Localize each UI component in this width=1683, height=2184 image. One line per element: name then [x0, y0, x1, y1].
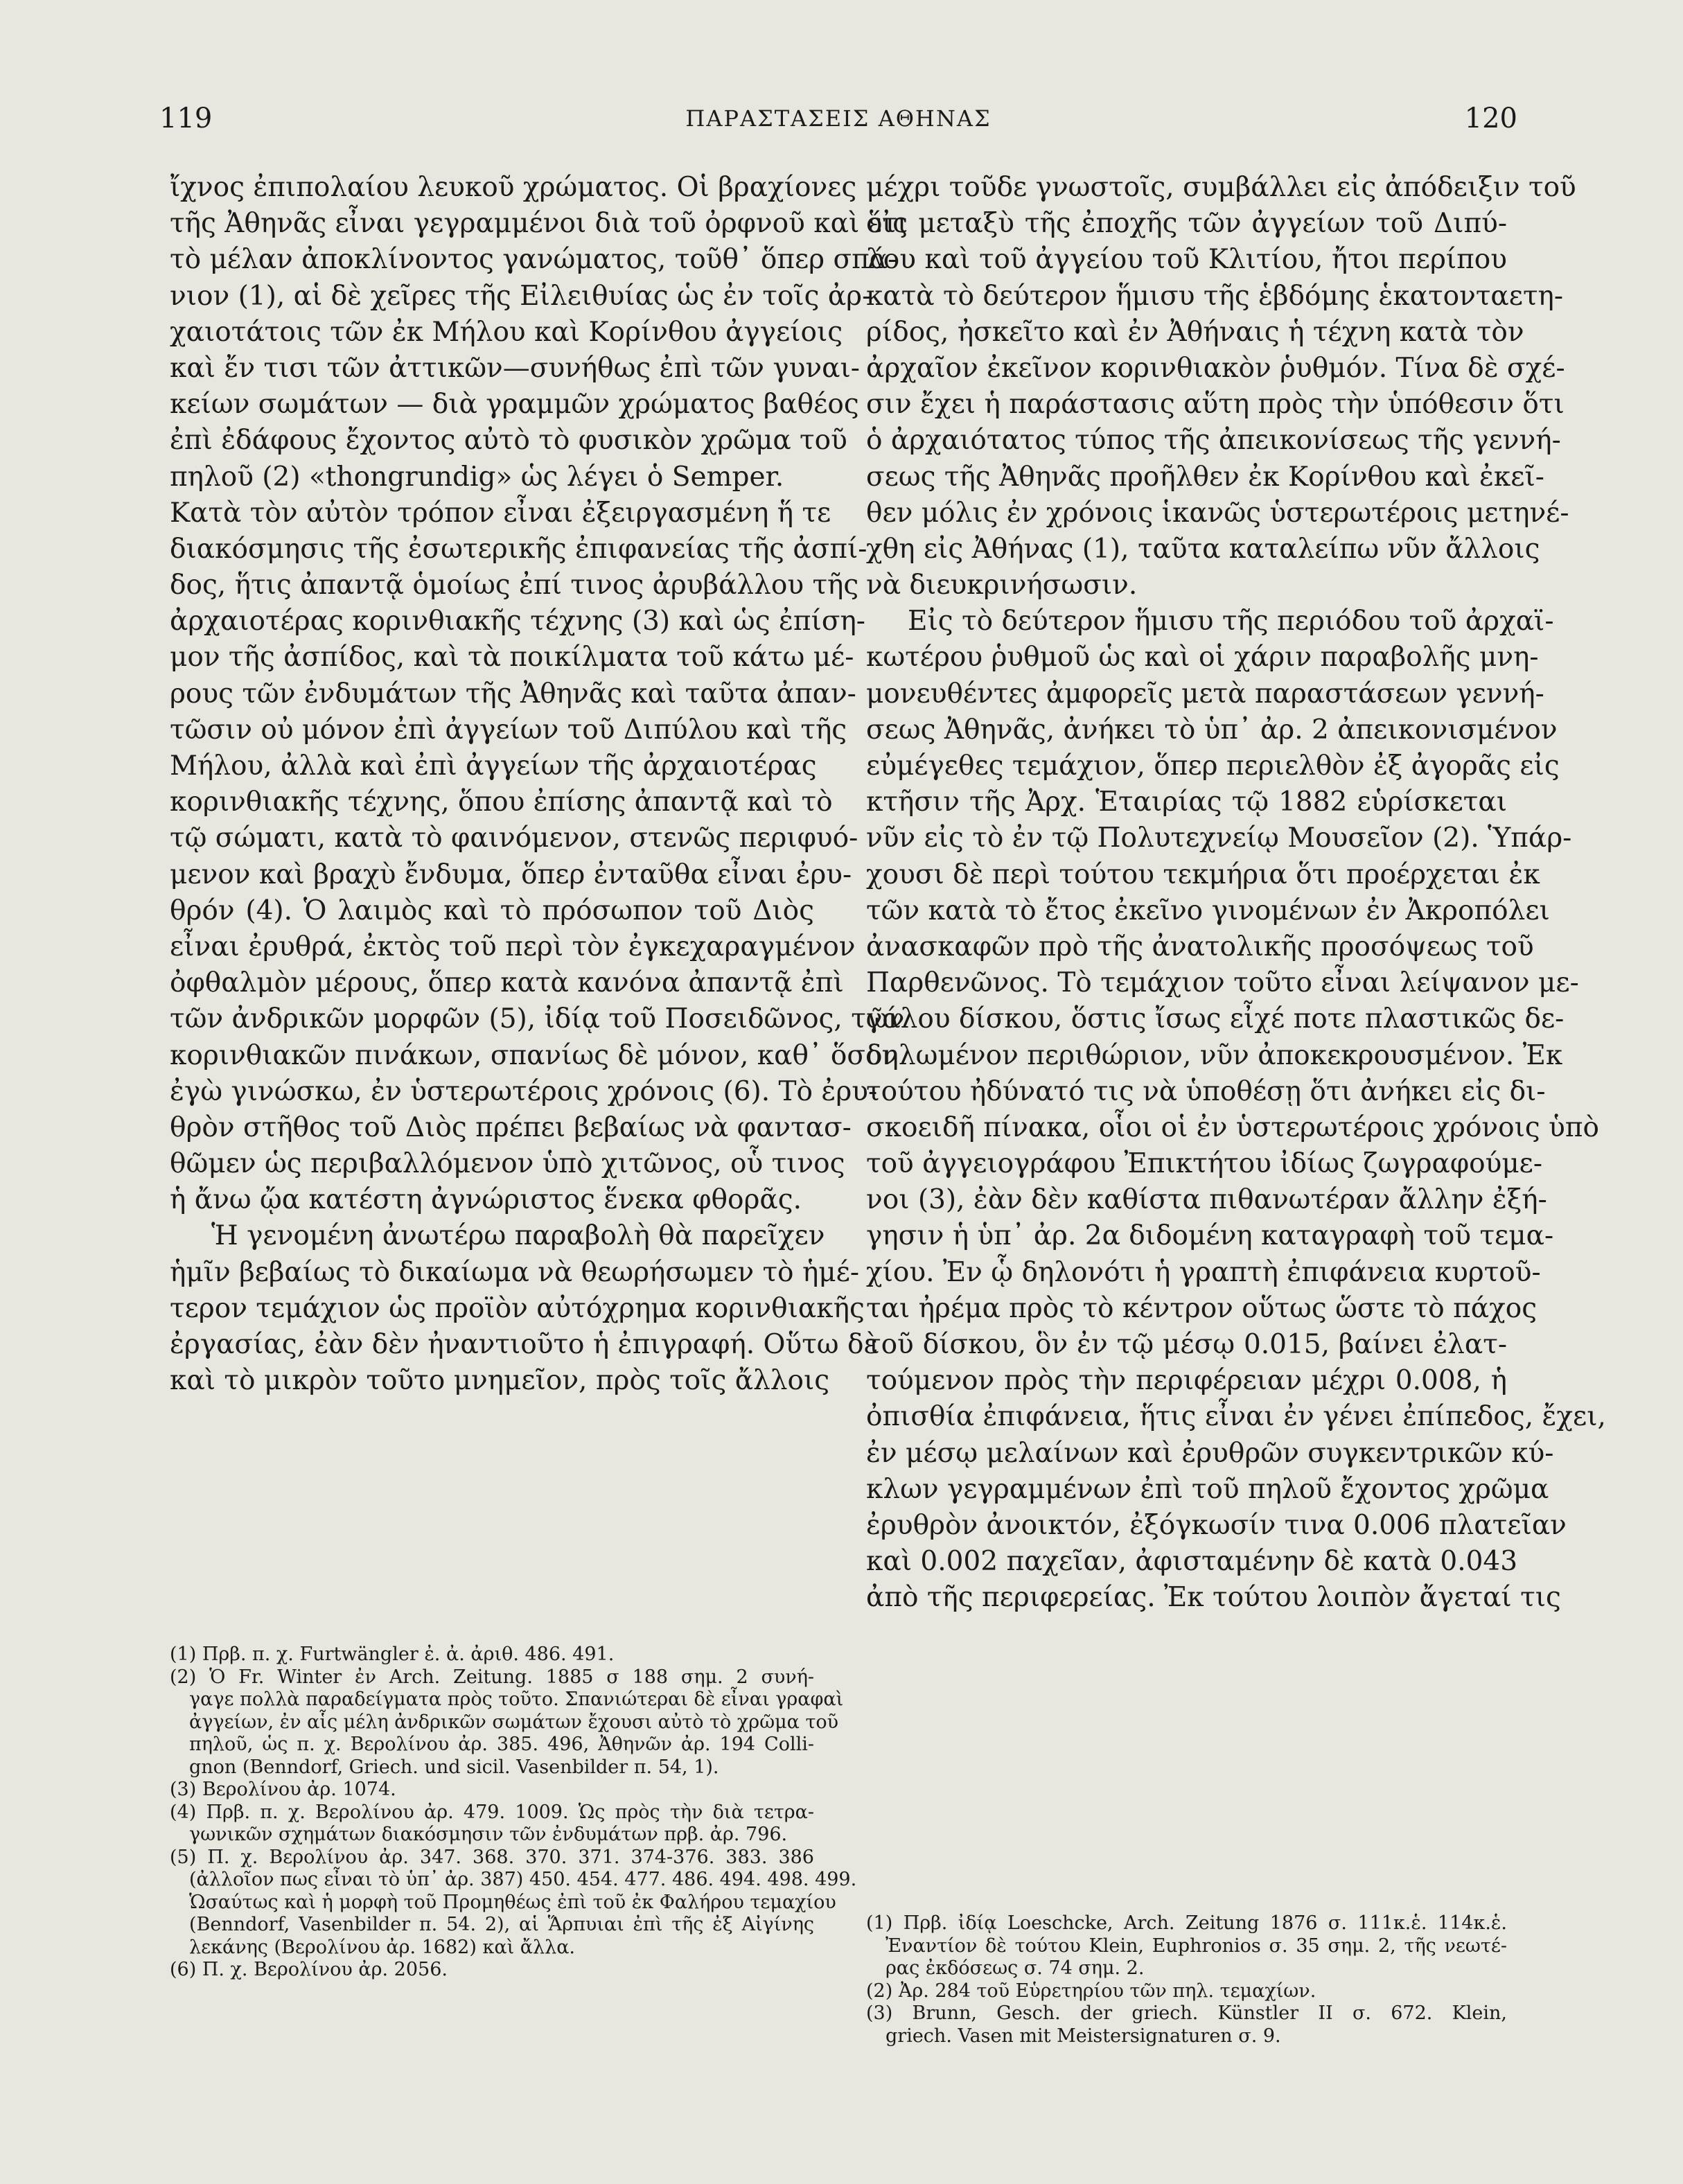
left-column-text — [170, 170, 908, 1399]
text-line: ὁ ἀρχαιότατος τύπος τῆς ἀπεικονίσεως τῆς γεννή- — [866, 425, 1561, 457]
text-line: Μήλου, ἀλλὰ καὶ ἐπὶ ἀγγείων τῆς ἀρχαιοτέρας — [170, 750, 817, 782]
text-line: τούμενον πρὸς τὴν περιφέρειαν μέχρι 0.008, ἡ — [866, 1365, 1507, 1397]
text-line: νὰ διευκρινήσωσιν. — [866, 570, 1138, 601]
text-line: ται ἠρέμα πρὸς τὸ κέντρον οὕτως ὥστε τὸ πάχος — [866, 1292, 1537, 1324]
text-line: τῷ σώματι, κατὰ τὸ φαινόμενον, στενῶς περιφυό- — [170, 822, 858, 854]
text-line: ἐρυθρὸν ἀνοικτόν, ἐξόγκωσίν τινα 0.006 πλατεῖαν — [866, 1509, 1567, 1541]
text-line: θεν μόλις ἐν χρόνοις ἱκανῶς ὑστερωτέροις μετηνέ- — [866, 497, 1569, 529]
text-line: μον τῆς ἀσπίδος, καὶ τὰ ποικίλματα τοῦ κάτω μέ- — [170, 642, 854, 673]
footnote-line: (2) Ἀρ. 284 τοῦ Εὑρετηρίου τῶν πηλ. τεμαχίων. — [866, 1980, 1316, 2002]
right-column-text — [866, 170, 1606, 1617]
text-line: λου καὶ τοῦ ἀγγείου τοῦ Κλιτίου, ἤτοι περίπου — [866, 244, 1507, 276]
text-line: κείων σωμάτων — διὰ γραμμῶν χρώματος βαθέος — [170, 389, 859, 421]
text-line: τῶν ἀνδρικῶν μορφῶν (5), ἰδίᾳ τοῦ Ποσειδῶνος, τῶν — [170, 1003, 905, 1035]
text-line: κορινθιακῆς τέχνης, ὅπου ἐπίσης ἀπαντᾷ καὶ τὸ — [170, 786, 833, 818]
text-line: ἐπὶ ἐδάφους ἔχοντος αὐτὸ τὸ φυσικὸν χρῶμα τοῦ — [170, 425, 847, 457]
text-line: διακόσμησις τῆς ἐσωτερικῆς ἐπιφανείας τῆς ἀσπί- — [170, 533, 867, 565]
text-line: σεως Ἀθηνᾶς, ἀνήκει τὸ ὑπ᾽ ἀρ. 2 ἀπεικονισμένον — [866, 714, 1558, 746]
text-line: κορινθιακῶν πινάκων, σπανίως δὲ μόνον, καθ᾽ ὅσον — [170, 1039, 899, 1071]
text-line: ἀπὸ τῆς περιφερείας. Ἐκ τούτου λοιπὸν ἄγεταί τις — [866, 1582, 1561, 1614]
text-line: τούτου ἠδύνατό τις νὰ ὑποθέσῃ ὅτι ἀνήκει εἰς δι- — [866, 1075, 1546, 1107]
text-line: ἀνασκαφῶν πρὸ τῆς ἀνατολικῆς προσόψεως τοῦ — [866, 931, 1534, 962]
text-line: ρους τῶν ἐνδυμάτων τῆς Ἀθηνᾶς καὶ ταῦτα ἀπαν- — [170, 678, 856, 710]
text-line: τοῦ δίσκου, ὃν ἐν τῷ μέσῳ 0.015, βαίνει ἐλατ- — [866, 1329, 1507, 1360]
footnote-line: (2) Ὁ Fr. Winter ἐν Arch. Zeitung. 1885 σ 188 σημ. 2 συνή- — [170, 1666, 814, 1688]
text-line: ἴχνος ἐπιπολαίου λευκοῦ χρώματος. Οἱ βραχίονες — [170, 172, 857, 203]
text-line: καὶ ἔν τισι τῶν ἀττικῶν—συνήθως ἐπὶ τῶν γυναι- — [170, 352, 860, 384]
text-line: τῶν κατὰ τὸ ἔτος ἐκεῖνο γινομένων ἐν Ἀκροπόλει — [866, 895, 1550, 926]
text-line: ἐν μέσῳ μελαίνων καὶ ἐρυθρῶν συγκεντρικῶν κύ- — [866, 1437, 1554, 1469]
text-line: ἀρχαῖον ἐκεῖνον κορινθιακὸν ῥυθμόν. Τίνα δὲ σχέ- — [866, 352, 1565, 384]
footnote-line: (1) Πρβ. π. χ. Furtwängler ἐ. ἀ. ἀριθ. 486. 491. — [170, 1644, 615, 1665]
text-line: τῆς Ἀθηνᾶς εἶναι γεγραμμένοι διὰ τοῦ ὀρφνοῦ καὶ εἰς — [170, 208, 908, 240]
text-line: τερον τεμάχιον ὡς προϊὸν αὐτόχρημα κορινθιακῆς — [170, 1292, 865, 1324]
text-line: καὶ 0.002 παχεῖαν, ἀφισταμένην δὲ κατὰ 0.043 — [866, 1546, 1518, 1578]
text-line: νοι (3), ἐὰν δὲν καθίστα πιθανωτέραν ἄλλην ἐξή- — [866, 1184, 1547, 1216]
footnote-line: πηλοῦ, ὡς π. χ. Βερολίνου ἀρ. 385. 496, Ἀθηνῶν ἀρ. 194 Colli- — [189, 1734, 814, 1755]
text-line: γησιν ἡ ὑπ᾽ ἀρ. 2α διδομένη καταγραφὴ τοῦ τεμα- — [866, 1220, 1554, 1252]
text-line: Ἡ γενομένη ἀνωτέρω παραβολὴ θὰ παρεῖχεν — [211, 1220, 825, 1252]
text-line: κατὰ τὸ δεύτερον ἥμισυ τῆς ἑβδόμης ἑκατονταετη- — [866, 280, 1564, 312]
footnote-line: griech. Vasen mit Meistersignaturen σ. 9. — [885, 2025, 1281, 2047]
text-line: ἡμῖν βεβαίως τὸ δικαίωμα νὰ θεωρήσωμεν τὸ ἡμέ- — [170, 1256, 860, 1288]
footnote-line: ρας ἐκδόσεως σ. 74 σημ. 2. — [885, 1957, 1145, 1979]
text-line: εὐμέγεθες τεμάχιον, ὅπερ περιελθὸν ἐξ ἀγορᾶς εἰς — [866, 750, 1560, 782]
footnote-line: (Benndorf, Vasenbilder π. 54. 2), αἱ Ἅρπυιαι ἐπὶ τῆς ἐξ Αἰγίνης — [189, 1914, 814, 1935]
footnote-line: (4) Πρβ. π. χ. Βερολίνου ἀρ. 479. 1009. Ὡς πρὸς τὴν διὰ τετρα- — [170, 1801, 814, 1823]
footnote-line: gnon (Benndorf, Griech. und sicil. Vasenbilder π. 54, 1). — [189, 1756, 719, 1778]
text-line: ὀπισθία ἐπιφάνεια, ἥτις εἶναι ἐν γένει ἐπίπεδος, ἔχει, — [866, 1401, 1606, 1433]
text-line: τοῦ ἀγγειογράφου Ἐπικτήτου ἰδίως ζωγραφούμε- — [866, 1148, 1543, 1180]
text-line: μενον καὶ βραχὺ ἔνδυμα, ὅπερ ἐνταῦθα εἶναι ἐρυ- — [170, 858, 852, 890]
text-line: θῶμεν ὡς περιβαλλόμενον ὑπὸ χιτῶνος, οὗ τινος — [170, 1148, 845, 1180]
text-line: ὀφθαλμὸν μέρους, ὅπερ κατὰ κανόνα ἀπαντᾷ ἐπὶ — [170, 967, 844, 999]
page-header — [159, 103, 1517, 137]
text-line: ἐργασίας, ἐὰν δὲν ἠναντιοῦτο ἡ ἐπιγραφή. Οὕτω δὲ — [170, 1329, 879, 1360]
text-line: πηλοῦ (2) «thongrundig» ὡς λέγει ὁ Semper. — [170, 461, 784, 493]
text-line: γάλου δίσκου, ὅστις ἴσως εἶχέ ποτε πλαστικῶς δε- — [866, 1003, 1565, 1035]
page-number-left: 119 — [159, 103, 213, 134]
text-line: χαιοτάτοις τῶν ἐκ Μήλου καὶ Κορίνθου ἀγγείοις — [170, 316, 843, 348]
footnote-line: (5) Π. χ. Βερολίνου ἀρ. 347. 368. 370. 371. 374-376. 383. 386 — [170, 1846, 814, 1868]
text-line: δος, ἥτις ἀπαντᾷ ὁμοίως ἐπί τινος ἀρυβάλλου τῆς — [170, 570, 859, 601]
text-line: ἐγὼ γινώσκω, ἐν ὑστερωτέροις χρόνοις (6). Τὸ ἐρυ- — [170, 1075, 878, 1107]
footnote-line: Ὡσαύτως καὶ ἡ μορφὴ τοῦ Προμηθέως ἐπὶ τοῦ ἐκ Φαλήρου τεμαχίου — [189, 1891, 836, 1913]
text-line: νιον (1), αἱ δὲ χεῖρες τῆς Εἰλειθυίας ὡς ἐν τοῖς ἀρ- — [170, 280, 872, 312]
footnote-line: λεκάνης (Βερολίνου ἀρ. 1682) καὶ ἄλλα. — [189, 1936, 576, 1958]
footnote-line: (1) Πρβ. ἰδίᾳ Loeschcke, Arch. Zeitung 1876 σ. 111κ.ἑ. 114κ.ἑ. — [866, 1912, 1507, 1934]
text-line: Εἰς τὸ δεύτερον ἥμισυ τῆς περιόδου τοῦ ἀρχαϊ- — [908, 606, 1554, 637]
text-line: δηλωμένον περιθώριον, νῦν ἀποκεκρουσμένον. Ἐκ — [866, 1039, 1563, 1071]
footnote-line: (ἀλλοῖον πως εἶναι τὸ ὑπ᾽ ἀρ. 387) 450. 454. 477. 486. 494. 498. 499. — [189, 1869, 857, 1890]
text-line: κλων γεγραμμένων ἐπὶ τοῦ πηλοῦ ἔχοντος χρῶμα — [866, 1473, 1549, 1505]
text-line: ρίδος, ἠσκεῖτο καὶ ἐν Ἀθήναις ἡ τέχνη κατὰ τὸν — [866, 316, 1524, 348]
text-line: εἶναι ἐρυθρά, ἐκτὸς τοῦ περὶ τὸν ἐγκεχαραγμένον — [170, 931, 856, 962]
footnote-line: (3) Βερολίνου ἀρ. 1074. — [170, 1779, 396, 1800]
text-line: ὅτι μεταξὺ τῆς ἐποχῆς τῶν ἀγγείων τοῦ Διπύ- — [866, 208, 1507, 240]
text-line: χουσι δὲ περὶ τούτου τεκμήρια ὅτι προέρχεται ἐκ — [866, 858, 1540, 890]
text-line: Παρθενῶνος. Τὸ τεμάχιον τοῦτο εἶναι λείψανον με- — [866, 967, 1579, 999]
footnote-line: Ἐναντίον δὲ τούτου Klein, Euphronios σ. 35 σημ. 2, τῆς νεωτέ- — [885, 1935, 1507, 1957]
page-number-right: 120 — [1464, 103, 1517, 134]
text-line: σεως τῆς Ἀθηνᾶς προῆλθεν ἐκ Κορίνθου καὶ ἐκεῖ- — [866, 461, 1544, 493]
text-line: κωτέρου ῥυθμοῦ ὡς καὶ οἱ χάριν παραβολῆς μνη- — [866, 642, 1539, 673]
footnote-line: (6) Π. χ. Βερολίνου ἀρ. 2056. — [170, 1959, 448, 1980]
text-line: μέχρι τοῦδε γνωστοῖς, συμβάλλει εἰς ἀπόδειξιν τοῦ — [866, 172, 1576, 203]
footnote-line: γωνικῶν σχημάτων διακόσμησιν τῶν ἐνδυμάτων πρβ. ἀρ. 796. — [189, 1824, 788, 1845]
text-line: ἀρχαιοτέρας κορινθιακῆς τέχνης (3) καὶ ὡς ἐπίση- — [170, 606, 865, 637]
text-line: θρόν (4). Ὁ λαιμὸς καὶ τὸ πρόσωπον τοῦ Διὸς — [170, 895, 814, 926]
footnote-line: (3) Brunn, Gesch. der griech. Künstler II σ. 672. Klein, — [866, 2002, 1507, 2024]
text-line: τὸ μέλαν ἀποκλίνοντος γανώματος, τοῦθ᾽ ὅπερ σπά- — [170, 244, 897, 276]
text-line: σιν ἔχει ἡ παράστασις αὕτη πρὸς τὴν ὑπόθεσιν ὅτι — [866, 389, 1565, 421]
text-line: κτῆσιν τῆς Ἀρχ. Ἑταιρίας τῷ 1882 εὑρίσκεται — [866, 786, 1507, 818]
text-line: ἡ ἄνω ᾤα κατέστη ἀγνώριστος ἕνεκα φθορᾶς. — [170, 1184, 802, 1216]
text-line: σκοειδῆ πίνακα, οἷοι οἱ ἐν ὑστερωτέροις χρόνοις ὑπὸ — [866, 1111, 1599, 1143]
text-line: νῦν εἰς τὸ ἐν τῷ Πολυτεχνείῳ Μουσεῖον (2). Ὑπάρ- — [866, 822, 1572, 854]
text-line: χίου. Ἐν ᾧ δηλονότι ἡ γραπτὴ ἐπιφάνεια κυρτοῦ- — [866, 1256, 1541, 1288]
footnote-line: γαγε πολλὰ παραδείγματα πρὸς τοῦτο. Σπανιώτεραι δὲ εἶναι γραφαὶ — [189, 1689, 844, 1710]
running-title: ΠΑΡΑΣΤΑΣΕΙΣ ΑΘΗΝΑΣ — [685, 105, 992, 132]
text-line: χθη εἰς Ἀθήνας (1), ταῦτα καταλείπω νῦν ἄλλοις — [866, 533, 1540, 565]
text-line: μονευθέντες ἀμφορεῖς μετὰ παραστάσεων γεννή- — [866, 678, 1544, 710]
footnote-line: ἀγγείων, ἐν αἷς μέλη ἀνδρικῶν σωμάτων ἔχουσι αὐτὸ τὸ χρῶμα τοῦ — [189, 1711, 839, 1733]
text-line: τῶσιν οὐ μόνον ἐπὶ ἀγγείων τοῦ Διπύλου καὶ τῆς — [170, 714, 847, 746]
text-line: Κατὰ τὸν αὐτὸν τρόπον εἶναι ἐξειργασμένη ἥ τε — [170, 497, 831, 529]
left-footnotes — [170, 1644, 857, 1982]
text-line: θρὸν στῆθος τοῦ Διὸς πρέπει βεβαίως νὰ φαντασ- — [170, 1111, 852, 1143]
right-footnotes — [866, 1912, 1507, 2048]
text-line: καὶ τὸ μικρὸν τοῦτο μνημεῖον, πρὸς τοῖς ἄλλοις — [170, 1365, 830, 1397]
